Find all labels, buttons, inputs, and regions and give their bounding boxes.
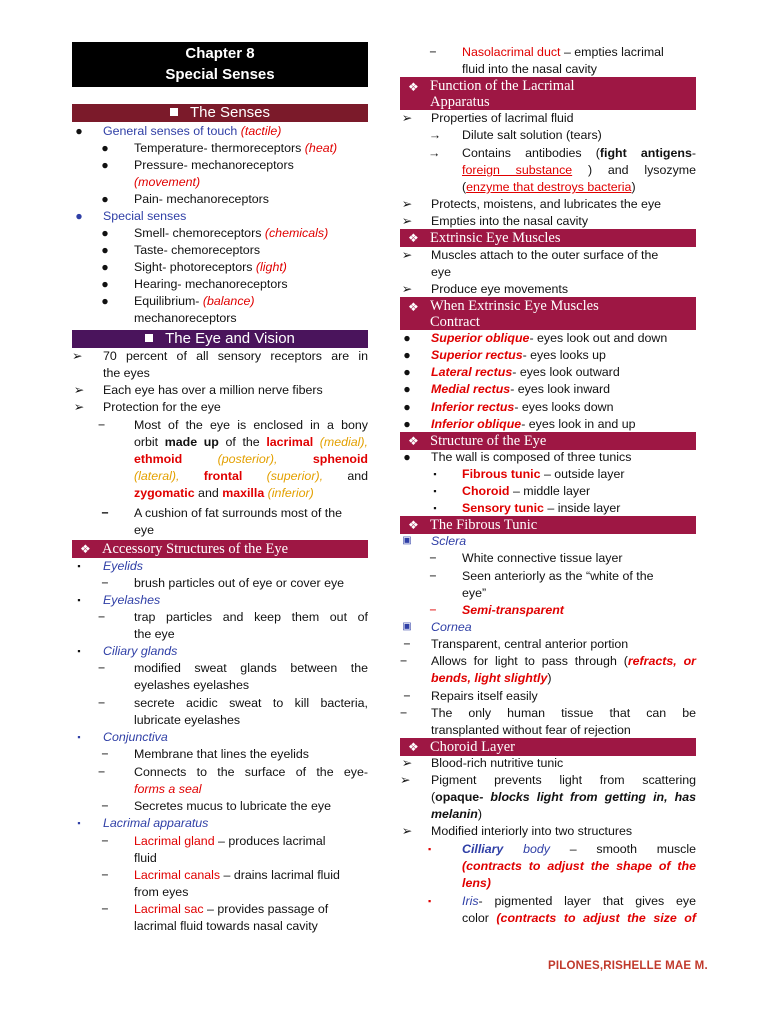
diamond-bullet-icon: ❖ (408, 518, 419, 532)
heading-eye-and-vision: The Eye and Vision (72, 330, 368, 348)
list-item: ● Lateral rectus- eyes look outward (431, 363, 696, 381)
list-item: − White connective tissue layer (462, 549, 696, 567)
square-bullet-icon: ▪ (77, 732, 81, 742)
list-item: ▪ Sensory tunic – inside layer (462, 499, 696, 517)
arrow-bullet-icon: ➢ (401, 248, 413, 262)
list-item: − Semi-transparent (462, 601, 696, 619)
list-item: − Connects to the surface of the eye- (98, 765, 368, 779)
bullet-icon: ● (403, 417, 411, 431)
list-item: ▪ Eyelashes (103, 591, 368, 609)
list-item: ➢ Protects, moistens, and lubricates the eye (401, 197, 662, 211)
bullet-icon: ● (403, 331, 411, 345)
boxed-square-icon: ▣ (402, 535, 412, 546)
list-item: ● Smell- chemoreceptors (chemicals) (72, 224, 368, 242)
list-item-cont: lens) (462, 876, 491, 890)
list-item-cont: the eyes (103, 366, 150, 380)
list-item-cont: zygomatic and maxilla (inferior) (134, 486, 314, 500)
arrow-bullet-icon: ➢ (72, 349, 83, 363)
list-item-cont: (movement) (134, 175, 201, 189)
list-item: → Contains antibodies (fight antigens- (428, 146, 696, 160)
list-item: − modified sweat glands between the (98, 661, 368, 675)
list-item: ● Pain- mechanoreceptors (72, 190, 368, 208)
bullet-icon: ● (75, 209, 83, 223)
list-item: ● The wall is composed of three tunics (431, 448, 696, 466)
bullet-icon: ● (101, 260, 109, 274)
chapter-name: Special Senses (165, 66, 275, 83)
list-item: ● Special senses (72, 207, 368, 225)
list-item-cont: (lateral), frontal (superior), and (134, 469, 368, 483)
list-item-cont: (opaque- blocks light from getting in, has (431, 790, 696, 804)
list-item: ➢ Each eye has over a million nerve fibers (73, 383, 323, 397)
dash-bullet-icon: − (101, 799, 109, 813)
list-item: ▪ Ciliary glands (103, 642, 368, 660)
square-bullet-icon (170, 108, 178, 116)
list-item: ● Inferior rectus- eyes looks down (431, 398, 696, 416)
bullet-icon: ● (403, 450, 411, 464)
list-item: ➢ 70 percent of all sensory receptors are in (72, 349, 368, 363)
square-bullet-icon: ▪ (433, 469, 437, 479)
square-bullet-icon: ▪ (77, 561, 81, 571)
right-arrow-icon: → (428, 128, 442, 142)
arrow-bullet-icon: ➢ (401, 214, 413, 228)
right-arrow-icon: → (428, 146, 441, 160)
square-bullet-icon (145, 334, 153, 342)
square-bullet-icon: ▪ (433, 486, 437, 496)
list-item: ▣ Cornea (431, 618, 696, 636)
list-item-cont: (contracts to adjust the shape of the (462, 859, 696, 873)
bullet-icon: ● (75, 124, 83, 138)
list-item: ● Pressure- mechanoreceptors (72, 156, 368, 174)
heading-function-lacrimal: ❖ Function of the Lacrimal Apparatus (400, 77, 696, 110)
list-item: ➢ Protection for the eye (73, 400, 221, 414)
square-bullet-icon: ▪ (428, 896, 432, 906)
dash-bullet-icon: − (400, 706, 408, 720)
list-item: − The only human tissue that can be (400, 706, 696, 720)
square-bullet-icon: ▪ (77, 595, 81, 605)
list-item: ● Superior oblique- eyes look out and down (431, 329, 696, 347)
dash-bullet-icon: − (403, 689, 411, 703)
bullet-icon: ● (101, 277, 109, 291)
diamond-bullet-icon: ❖ (408, 434, 419, 448)
list-item: − Repairs itself easily (431, 687, 696, 705)
list-item-cont: foreign substance ) and lysozyme (462, 163, 696, 177)
list-item-cont: eye” (462, 586, 487, 600)
dash-bullet-icon: − (98, 696, 106, 710)
list-item: − secrete acidic sweat to kill bacteria, (98, 696, 368, 710)
list-item: ➢ Empties into the nasal cavity (401, 214, 589, 228)
list-item: − Lacrimal gland – produces lacrimal (134, 832, 368, 850)
diamond-bullet-icon: ❖ (408, 231, 419, 245)
diamond-bullet-icon: ❖ (408, 740, 419, 754)
list-item: − Nasolacrimal duct – empties lacrimal (462, 43, 696, 61)
list-item: − Allows for light to pass through (refracts, or (400, 654, 696, 668)
dash-bullet-icon: − (101, 747, 109, 761)
list-item: ● Temperature- thermoreceptors (heat) (72, 139, 368, 157)
list-item: ▪ Fibrous tunic – outside layer (462, 465, 696, 483)
bullet-icon: ● (101, 294, 109, 308)
list-item: ➢ Produce eye movements (401, 282, 569, 296)
list-item: ➢ Muscles attach to the outer surface of the (401, 248, 659, 262)
list-item-cont: lubricate eyelashes (134, 713, 241, 727)
list-item-cont: melanin) (431, 807, 482, 821)
arrow-bullet-icon: ➢ (400, 773, 411, 787)
list-item: ▣ Sclera (431, 532, 696, 550)
list-item: ➢ Modified interiorly into two structures (401, 824, 633, 838)
chapter-number: Chapter 8 (185, 45, 255, 62)
list-item: − Secretes mucus to lubricate the eye (134, 797, 368, 815)
list-item: ● General senses of touch (tactile) (72, 122, 368, 140)
square-bullet-icon: ▪ (77, 646, 81, 656)
dash-bullet-icon: − (101, 902, 109, 916)
list-item: ● Inferior oblique- eyes look in and up (431, 415, 696, 433)
arrow-bullet-icon: ➢ (401, 282, 413, 296)
list-item: ▪ Lacrimal apparatus (103, 814, 368, 832)
arrow-bullet-icon: ➢ (401, 756, 413, 770)
list-item: ▪ Iris- pigmented layer that gives eye (428, 894, 696, 908)
heading-choroid-layer: ❖ Choroid Layer (400, 738, 696, 756)
list-item: − Seen anteriorly as the “white of the (462, 567, 696, 585)
list-item: ● Equilibrium- (balance) (72, 292, 368, 310)
dash-bullet-icon: − (98, 765, 106, 779)
bullet-icon: ● (403, 382, 411, 396)
heading-the-senses: The Senses (72, 104, 368, 122)
list-item: ▪ Eyelids (103, 557, 368, 575)
bullet-icon: ● (101, 158, 109, 172)
list-item-cont: fluid into the nasal cavity (462, 62, 597, 76)
dash-bullet-icon: − (98, 661, 106, 675)
author-name: PILONES,RISHELLE MAE M. (548, 960, 708, 972)
chapter-title (72, 42, 368, 87)
list-item-cont: the eye (134, 627, 175, 641)
list-item: − trap particles and keep them out of (98, 610, 368, 624)
list-item: ▪ Conjunctiva (103, 728, 368, 746)
dash-bullet-icon: − (98, 418, 106, 432)
bullet-icon: ● (101, 192, 109, 206)
list-item: ▪ Choroid – middle layer (462, 482, 696, 500)
list-item-cont: eye (134, 523, 154, 537)
list-item-cont: mechanoreceptors (134, 311, 237, 325)
dash-bullet-icon: − (403, 637, 411, 651)
list-item-cont: orbit made up of the lacrimal (medial), (134, 435, 368, 449)
list-item: ▪ Cilliary body – smooth muscle (428, 842, 697, 856)
dash-bullet-icon: − (400, 654, 408, 668)
arrow-bullet-icon: ➢ (73, 400, 85, 414)
dash-bullet-icon: − (429, 45, 437, 59)
bullet-icon: ● (403, 365, 411, 379)
list-item: − A cushion of fat surrounds most of the (134, 504, 368, 522)
boxed-square-icon: ▣ (402, 621, 412, 632)
square-bullet-icon: ▪ (428, 844, 432, 854)
list-item: ● Hearing- mechanoreceptors (72, 275, 368, 293)
list-item-cont: ethmoid (posterior), sphenoid (134, 452, 368, 466)
list-item: − Lacrimal sac – provides passage of (134, 900, 368, 918)
list-item-cont: fluid (134, 851, 157, 865)
dash-bullet-icon: − (429, 603, 437, 617)
diamond-bullet-icon: ❖ (408, 80, 419, 94)
list-item-cont: lacrimal fluid towards nasal cavity (134, 919, 318, 933)
list-item-cont: eyelashes eyelashes (134, 678, 250, 692)
list-item-cont: transplanted without fear of rejection (431, 723, 631, 737)
list-item: − Membrane that lines the eyelids (134, 745, 368, 763)
list-item: − Most of the eye is enclosed in a bony (98, 418, 368, 432)
bullet-icon: ● (101, 226, 109, 240)
arrow-bullet-icon: ➢ (401, 824, 413, 838)
list-item: ➢ Properties of lacrimal fluid (401, 111, 574, 125)
dash-bullet-icon: − (101, 868, 109, 882)
diamond-bullet-icon: ❖ (80, 542, 91, 556)
list-item-cont: forms a seal (134, 782, 202, 796)
list-item-cont: color (contracts to adjust the size of (462, 911, 696, 925)
list-item: − Transparent, central anterior portion (431, 635, 696, 653)
heading-accessory-structures: ❖ Accessory Structures of the Eye (72, 540, 368, 558)
list-item-cont: bends, light slightly) (431, 671, 552, 685)
arrow-bullet-icon: ➢ (401, 111, 413, 125)
heading-fibrous-tunic: ❖ The Fibrous Tunic (400, 516, 696, 534)
square-bullet-icon: ▪ (433, 503, 437, 513)
list-item-cont: eye (431, 265, 451, 279)
heading-extrinsic-muscles: ❖ Extrinsic Eye Muscles (400, 229, 696, 247)
list-item: ● Superior rectus- eyes looks up (431, 346, 696, 364)
dash-bullet-icon: − (429, 569, 437, 583)
list-item: ➢ Pigment prevents light from scattering (400, 773, 696, 787)
list-item: ➢ Blood-rich nutritive tunic (401, 756, 564, 770)
list-item: ● Medial rectus- eyes look inward (431, 380, 696, 398)
arrow-bullet-icon: ➢ (73, 383, 85, 397)
dash-bullet-icon: − (101, 576, 109, 590)
heading-when-muscles-contract: ❖ When Extrinsic Eye Muscles Contract (400, 297, 696, 330)
bullet-icon: ● (403, 348, 411, 362)
heading-structure-eye: ❖ Structure of the Eye (400, 432, 696, 450)
list-item: ● Taste- chemoreceptors (72, 241, 368, 259)
list-item: ● Sight- photoreceptors (light) (72, 258, 368, 276)
list-item-cont: (enzyme that destroys bacteria) (462, 180, 636, 194)
list-item: → Dilute salt solution (tears) (428, 128, 602, 142)
dash-bullet-icon: − (101, 506, 109, 520)
list-item-cont: from eyes (134, 885, 189, 899)
bullet-icon: ● (101, 243, 109, 257)
list-item: − Lacrimal canals – drains lacrimal fluid (134, 866, 368, 884)
list-item: − brush particles out of eye or cover eye (134, 574, 368, 592)
bullet-icon: ● (101, 141, 109, 155)
square-bullet-icon: ▪ (77, 818, 81, 828)
dash-bullet-icon: − (429, 551, 437, 565)
diamond-bullet-icon: ❖ (408, 300, 419, 314)
arrow-bullet-icon: ➢ (401, 197, 413, 211)
dash-bullet-icon: − (98, 610, 106, 624)
dash-bullet-icon: − (101, 834, 109, 848)
bullet-icon: ● (403, 400, 411, 414)
